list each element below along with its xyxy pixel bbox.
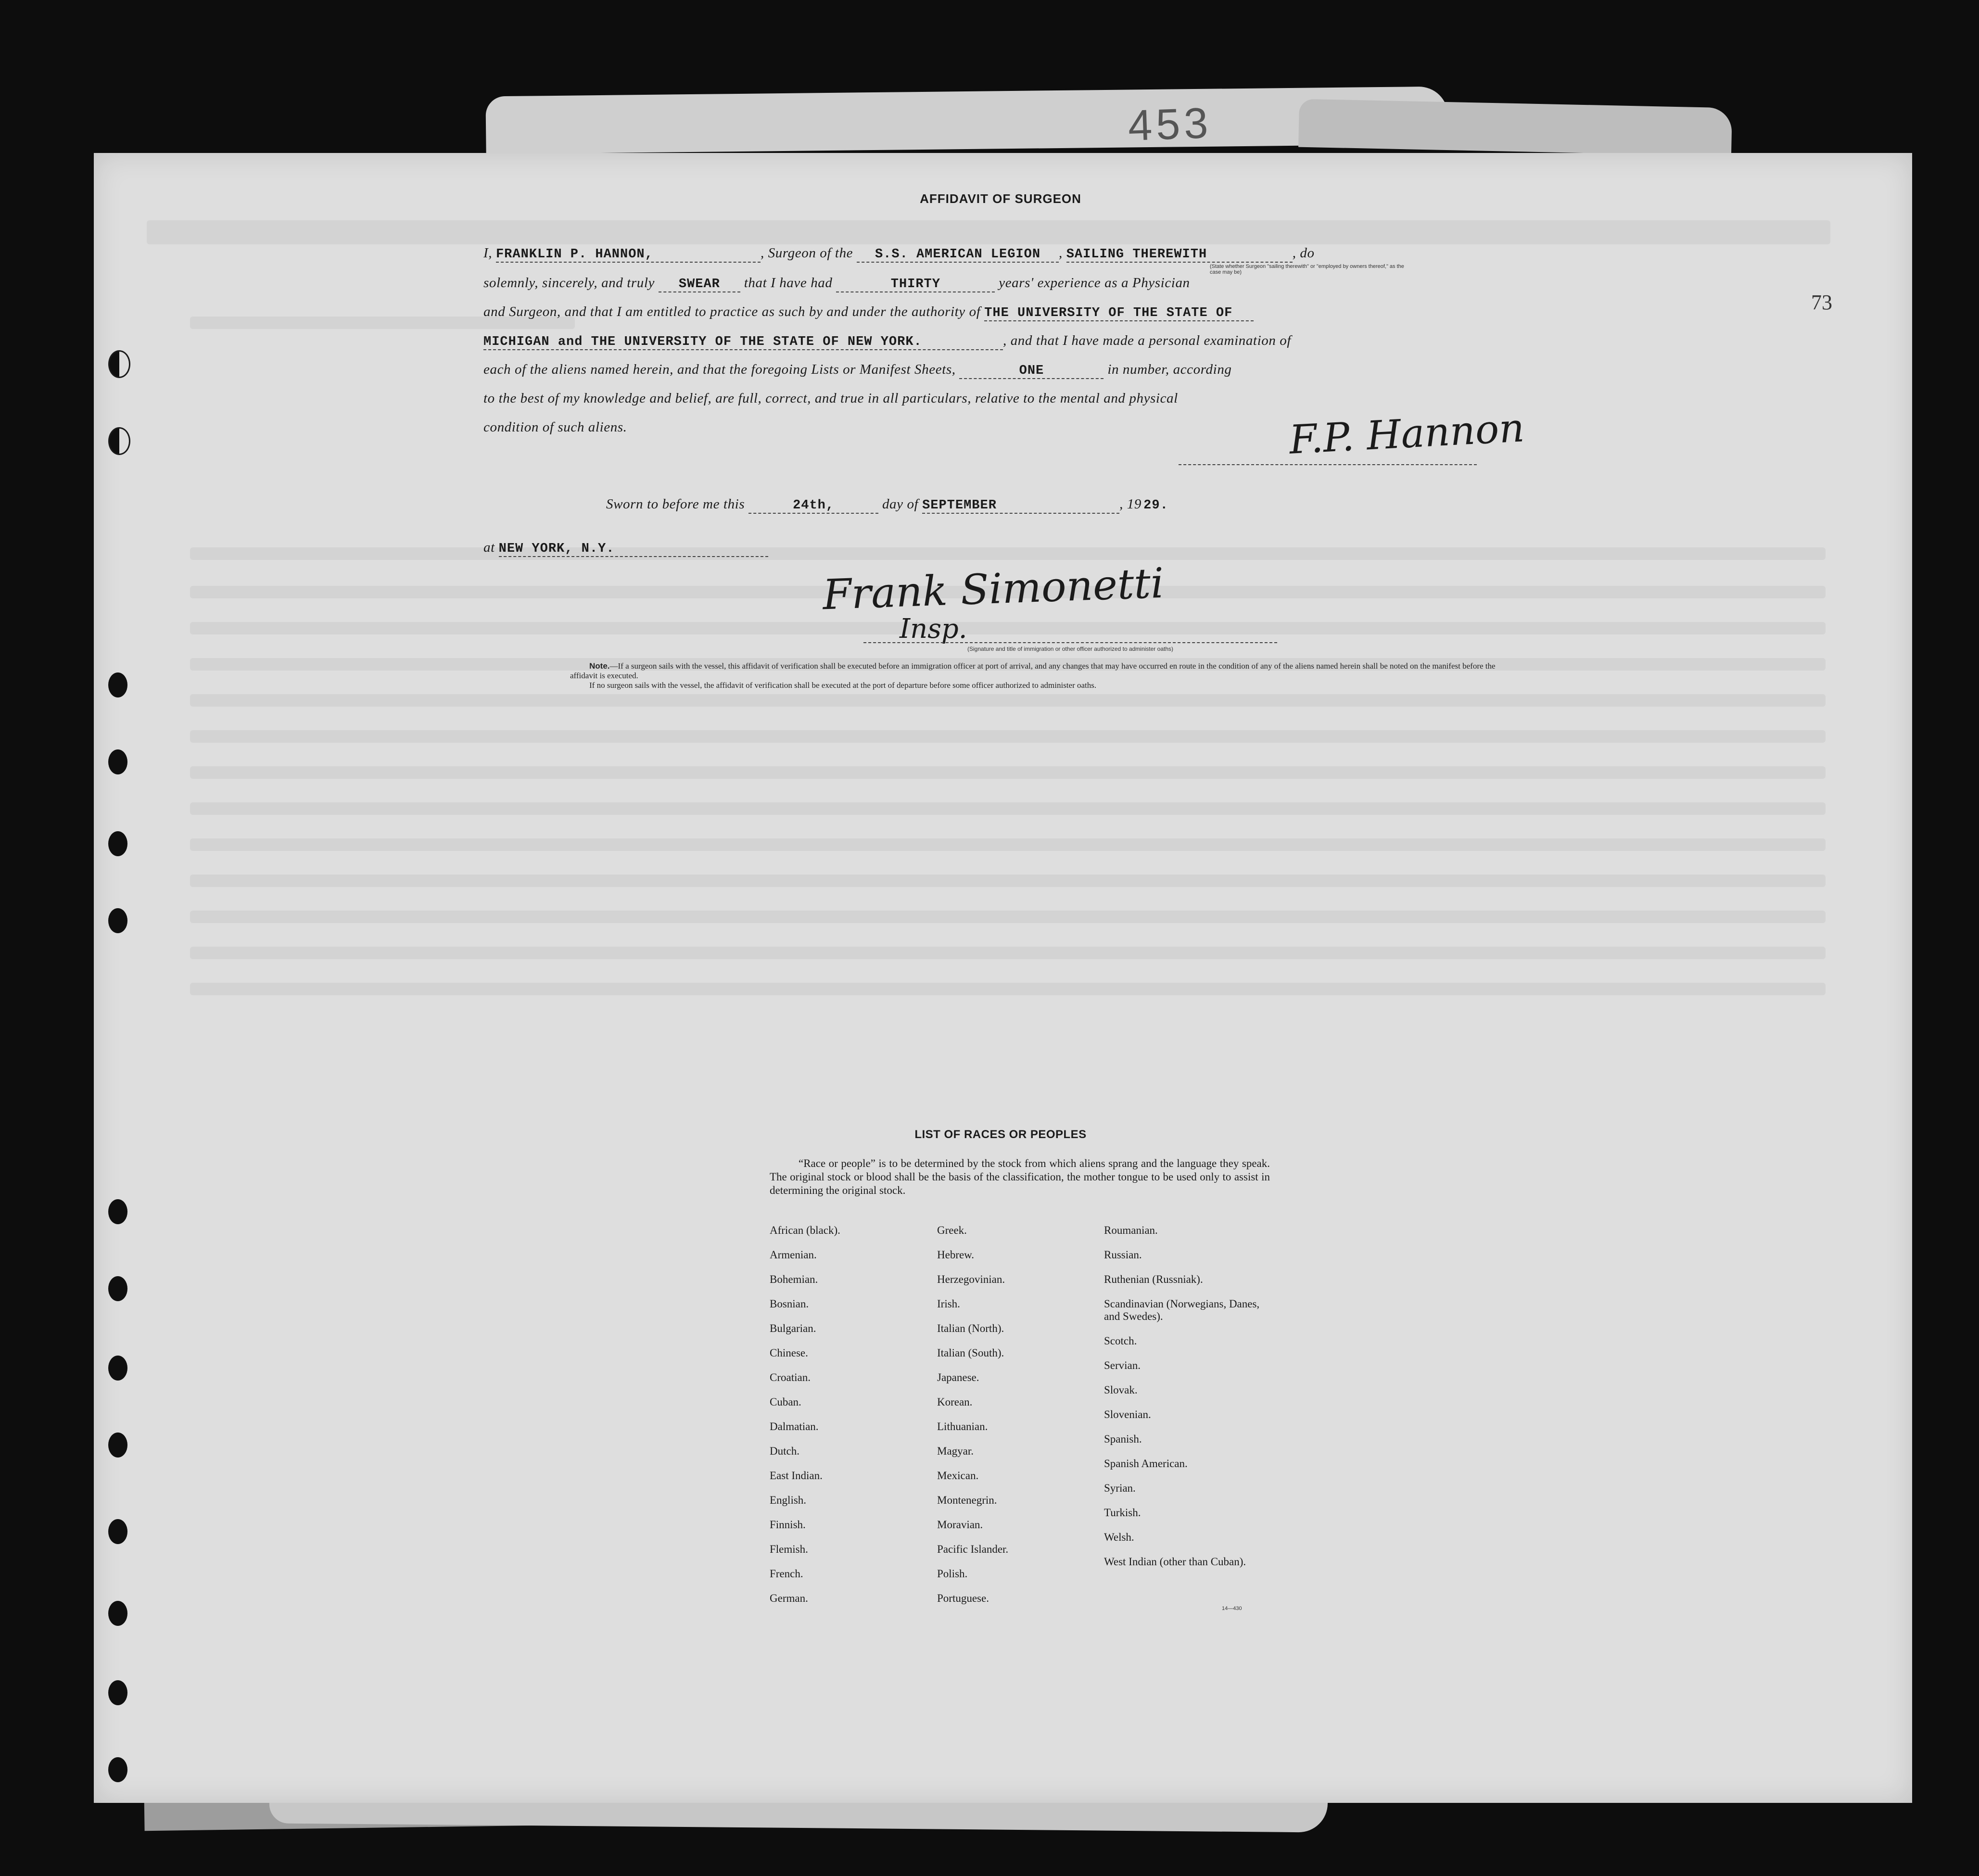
race-item: Pacific Islander.: [937, 1543, 1009, 1555]
sworn-year: 29.: [1143, 498, 1168, 513]
race-item: Moravian.: [937, 1519, 983, 1531]
note-text-2: If no surgeon sails with the vessel, the affidavit of verification shall be executed at the port of departure before some officer authorized to administer oaths.: [589, 681, 1097, 690]
static-text: , Surgeon of the: [760, 245, 853, 261]
race-item: Japanese.: [937, 1371, 979, 1383]
static-text: solemnly, sincerely, and truly: [483, 275, 655, 291]
race-item: East Indian.: [770, 1470, 823, 1482]
races-column-1: [770, 1224, 928, 1617]
race-item: Italian (South).: [937, 1347, 1004, 1359]
race-item: Slovenian.: [1104, 1408, 1151, 1420]
affidavit-line-6: to the best of my knowledge and belief, are full, correct, and true in all particulars, relative to the mental and physical: [483, 391, 1178, 406]
status-note: (State whether Surgeon "sailing therewith" or "employed by owners thereof," as the case may be): [1210, 264, 1404, 275]
oath-type: SWEAR: [659, 277, 740, 292]
sworn-line: [606, 496, 1170, 514]
punch-hole: [108, 350, 130, 378]
race-item: Turkish.: [1104, 1507, 1141, 1519]
affidavit-line-7: condition of such aliens.: [483, 419, 627, 435]
officer-signature-line: [863, 642, 1277, 643]
punch-hole: [108, 1276, 127, 1301]
static-text: in number, according: [1107, 362, 1232, 377]
races-column-2: [937, 1224, 1096, 1617]
race-item: African (black).: [770, 1224, 840, 1236]
static-text: I,: [483, 245, 493, 261]
surgeon-name: FRANKLIN P. HANNON,: [496, 247, 761, 263]
surgeon-status: SAILING THEREWITH: [1066, 247, 1293, 263]
static-text: and Surgeon, and that I am entitled to practice as such by and under the authority of: [483, 304, 981, 319]
race-item: Montenegrin.: [937, 1494, 997, 1506]
race-item: Bohemian.: [770, 1273, 818, 1285]
race-item: Armenian.: [770, 1249, 817, 1261]
sworn-month: SEPTEMBER: [922, 498, 1119, 514]
race-item: Croatian.: [770, 1371, 811, 1383]
static-text: , 19: [1119, 496, 1142, 512]
static-text: that I have had: [744, 275, 833, 291]
form-number: 14—430: [1222, 1606, 1242, 1611]
punch-hole: [108, 427, 130, 455]
race-item: West Indian (other than Cuban).: [1104, 1556, 1246, 1568]
race-item: Servian.: [1104, 1359, 1141, 1371]
signature-line: [1179, 464, 1477, 465]
races-title: LIST OF RACES OR PEOPLES: [914, 1128, 1087, 1141]
race-item: French.: [770, 1568, 803, 1580]
static-text: , do: [1292, 245, 1315, 261]
race-item: Bulgarian.: [770, 1322, 816, 1334]
race-item: Korean.: [937, 1396, 973, 1408]
static-text: at: [483, 540, 495, 555]
race-item: Cuban.: [770, 1396, 801, 1408]
note-text-1: —If a surgeon sails with the vessel, this affidavit of verification shall be executed before an immigration officer at port of arrival, and any changes that may have occurred en route in the condition of any of the aliens named herein shall be noted on the manifest before the affidavit is executed.: [570, 661, 1496, 680]
static-text: years' experience as a Physician: [999, 275, 1190, 291]
sheet-count: ONE: [959, 364, 1104, 379]
sworn-day: 24th,: [748, 498, 878, 514]
race-item: Italian (North).: [937, 1322, 1004, 1334]
races-intro: “Race or people” is to be determined by the stock from which aliens sprang and the language they speak. The original stock or blood shall be the basis of the classification, the mother tongue to be used only to assist in determining the original stock.: [770, 1157, 1270, 1196]
punch-hole: [108, 1519, 127, 1544]
affidavit-line-5: [483, 362, 1232, 379]
static-text: Sworn to before me this: [606, 496, 745, 512]
race-item: Ruthenian (Russniak).: [1104, 1273, 1203, 1285]
race-item: Scandinavian (Norwegians, Danes, and Swedes).: [1104, 1298, 1260, 1322]
stamp-number: 453: [1127, 99, 1213, 151]
race-item: Russian.: [1104, 1249, 1142, 1261]
race-item: Bosnian.: [770, 1298, 809, 1310]
affidavit-line-2: [483, 275, 1190, 292]
static-text: day of: [882, 496, 919, 512]
punch-hole: [108, 908, 127, 933]
race-item: Hebrew.: [937, 1249, 975, 1261]
race-item: German.: [770, 1592, 808, 1604]
static-text: each of the aliens named herein, and that the foregoing Lists or Manifest Sheets,: [483, 362, 956, 377]
years-experience: THIRTY: [836, 277, 995, 292]
surgeon-signature: F.P. Hannon: [1288, 405, 1526, 463]
affidavit-line-1: I, FRANKLIN P. HANNON, , Surgeon of the S.S. AMERICAN LEGION , SAILING THEREWITH , do: [483, 245, 1315, 262]
page-number: 73: [1811, 291, 1832, 314]
race-item: Slovak.: [1104, 1384, 1138, 1396]
vessel-name: S.S. AMERICAN LEGION: [857, 247, 1059, 263]
race-item: Polish.: [937, 1568, 968, 1580]
punch-hole: [108, 1199, 127, 1224]
officer-signature: Frank Simonetti: [822, 559, 1165, 620]
race-item: Dutch.: [770, 1445, 799, 1457]
race-item: Roumanian.: [1104, 1224, 1158, 1236]
officer-caption: (Signature and title of immigration or other officer authorized to administer oaths): [967, 646, 1173, 652]
affidavit-note: [570, 661, 1498, 690]
race-item: Spanish American.: [1104, 1458, 1188, 1470]
race-item: Spanish.: [1104, 1433, 1142, 1445]
punch-hole: [108, 1356, 127, 1381]
race-item: Greek.: [937, 1224, 967, 1236]
race-item: Herzegovinian.: [937, 1273, 1005, 1285]
affidavit-line-3: [483, 304, 1254, 321]
race-item: Chinese.: [770, 1347, 808, 1359]
race-item: Dalmatian.: [770, 1420, 819, 1432]
affidavit-title: AFFIDAVIT OF SURGEON: [920, 191, 1081, 206]
race-item: Irish.: [937, 1298, 960, 1310]
punch-hole: [108, 1680, 127, 1705]
under-sheet-edge: [1298, 99, 1732, 156]
race-item: Welsh.: [1104, 1531, 1134, 1543]
authority-line-1: THE UNIVERSITY OF THE STATE OF: [984, 306, 1254, 321]
note-label: Note.: [589, 661, 610, 671]
race-item: Magyar.: [937, 1445, 974, 1457]
race-item: Portuguese.: [937, 1592, 989, 1604]
punch-hole: [108, 1757, 127, 1782]
affidavit-line-4: [483, 333, 1291, 350]
officer-title: Insp.: [900, 613, 967, 645]
punch-hole: [108, 1601, 127, 1626]
race-item: Scotch.: [1104, 1335, 1137, 1347]
race-item: Syrian.: [1104, 1482, 1136, 1494]
authority-line-2: MICHIGAN and THE UNIVERSITY OF THE STATE OF NEW YORK.: [483, 335, 1003, 350]
race-item: Mexican.: [937, 1470, 979, 1482]
race-item: Lithuanian.: [937, 1420, 988, 1432]
race-item: Finnish.: [770, 1519, 806, 1531]
punch-hole: [108, 672, 127, 697]
punch-hole: [108, 749, 127, 774]
race-item: English.: [770, 1494, 807, 1506]
static-text: , and that I have made a personal examination of: [1003, 333, 1292, 348]
races-column-3: [1104, 1224, 1277, 1593]
sworn-place: NEW YORK, N.Y.: [499, 542, 768, 557]
race-item: Flemish.: [770, 1543, 808, 1555]
sworn-place-line: [483, 540, 768, 557]
punch-hole: [108, 1432, 127, 1458]
punch-hole: [108, 831, 127, 856]
note-paragraph-1: [570, 661, 1498, 681]
